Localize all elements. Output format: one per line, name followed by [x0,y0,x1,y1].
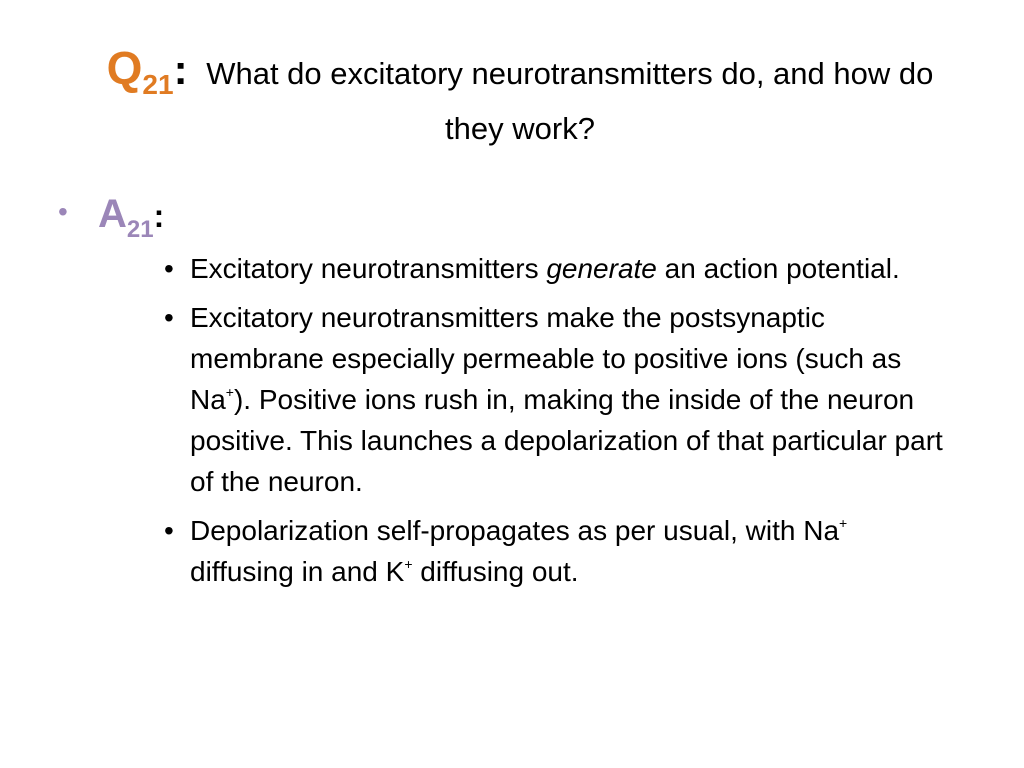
point-3-text-middle: diffusing in and K [190,556,405,587]
answer-bullet: • [58,196,68,227]
point-bullet: • [164,253,174,284]
point-1-text-end: an action potential. [656,253,900,284]
point-bullet: • [164,515,174,546]
answer-label: A [98,192,127,236]
point-1-emphasis: generate [546,253,657,284]
question-number: 21 [142,69,174,100]
answer-point-1 [164,248,954,289]
answer-points-list [164,248,954,600]
sodium-charge-superscript: + [839,515,848,531]
point-3-text-end: diffusing out. [412,556,579,587]
answer-colon: : [153,198,165,234]
point-2-text-end: ). Positive ions rush in, making the inside of the neuron positive. This launches a depolarization of that particular part of the neuron. [190,384,943,497]
point-2-text-start: Excitatory neurotransmitters make the postsynaptic membrane especially permeable to positive ions (such as Na [190,302,902,415]
point-bullet: • [164,302,174,333]
question-label: Q [106,42,143,94]
point-3-text-start: Depolarization self-propagates as per usual, with Na [190,515,840,546]
question-colon: : [173,46,188,93]
answer-number: 21 [126,216,154,243]
point-1-text-start: Excitatory neurotransmitters [190,253,547,284]
sodium-charge-superscript: + [225,384,234,400]
answer-point-3 [164,510,954,592]
potassium-charge-superscript: + [404,556,413,572]
answer-point-2 [164,297,954,502]
question-text: What do excitatory neurotransmitters do, and how do they work? [206,56,934,146]
slide-title [90,42,950,151]
answer-heading [58,186,164,256]
